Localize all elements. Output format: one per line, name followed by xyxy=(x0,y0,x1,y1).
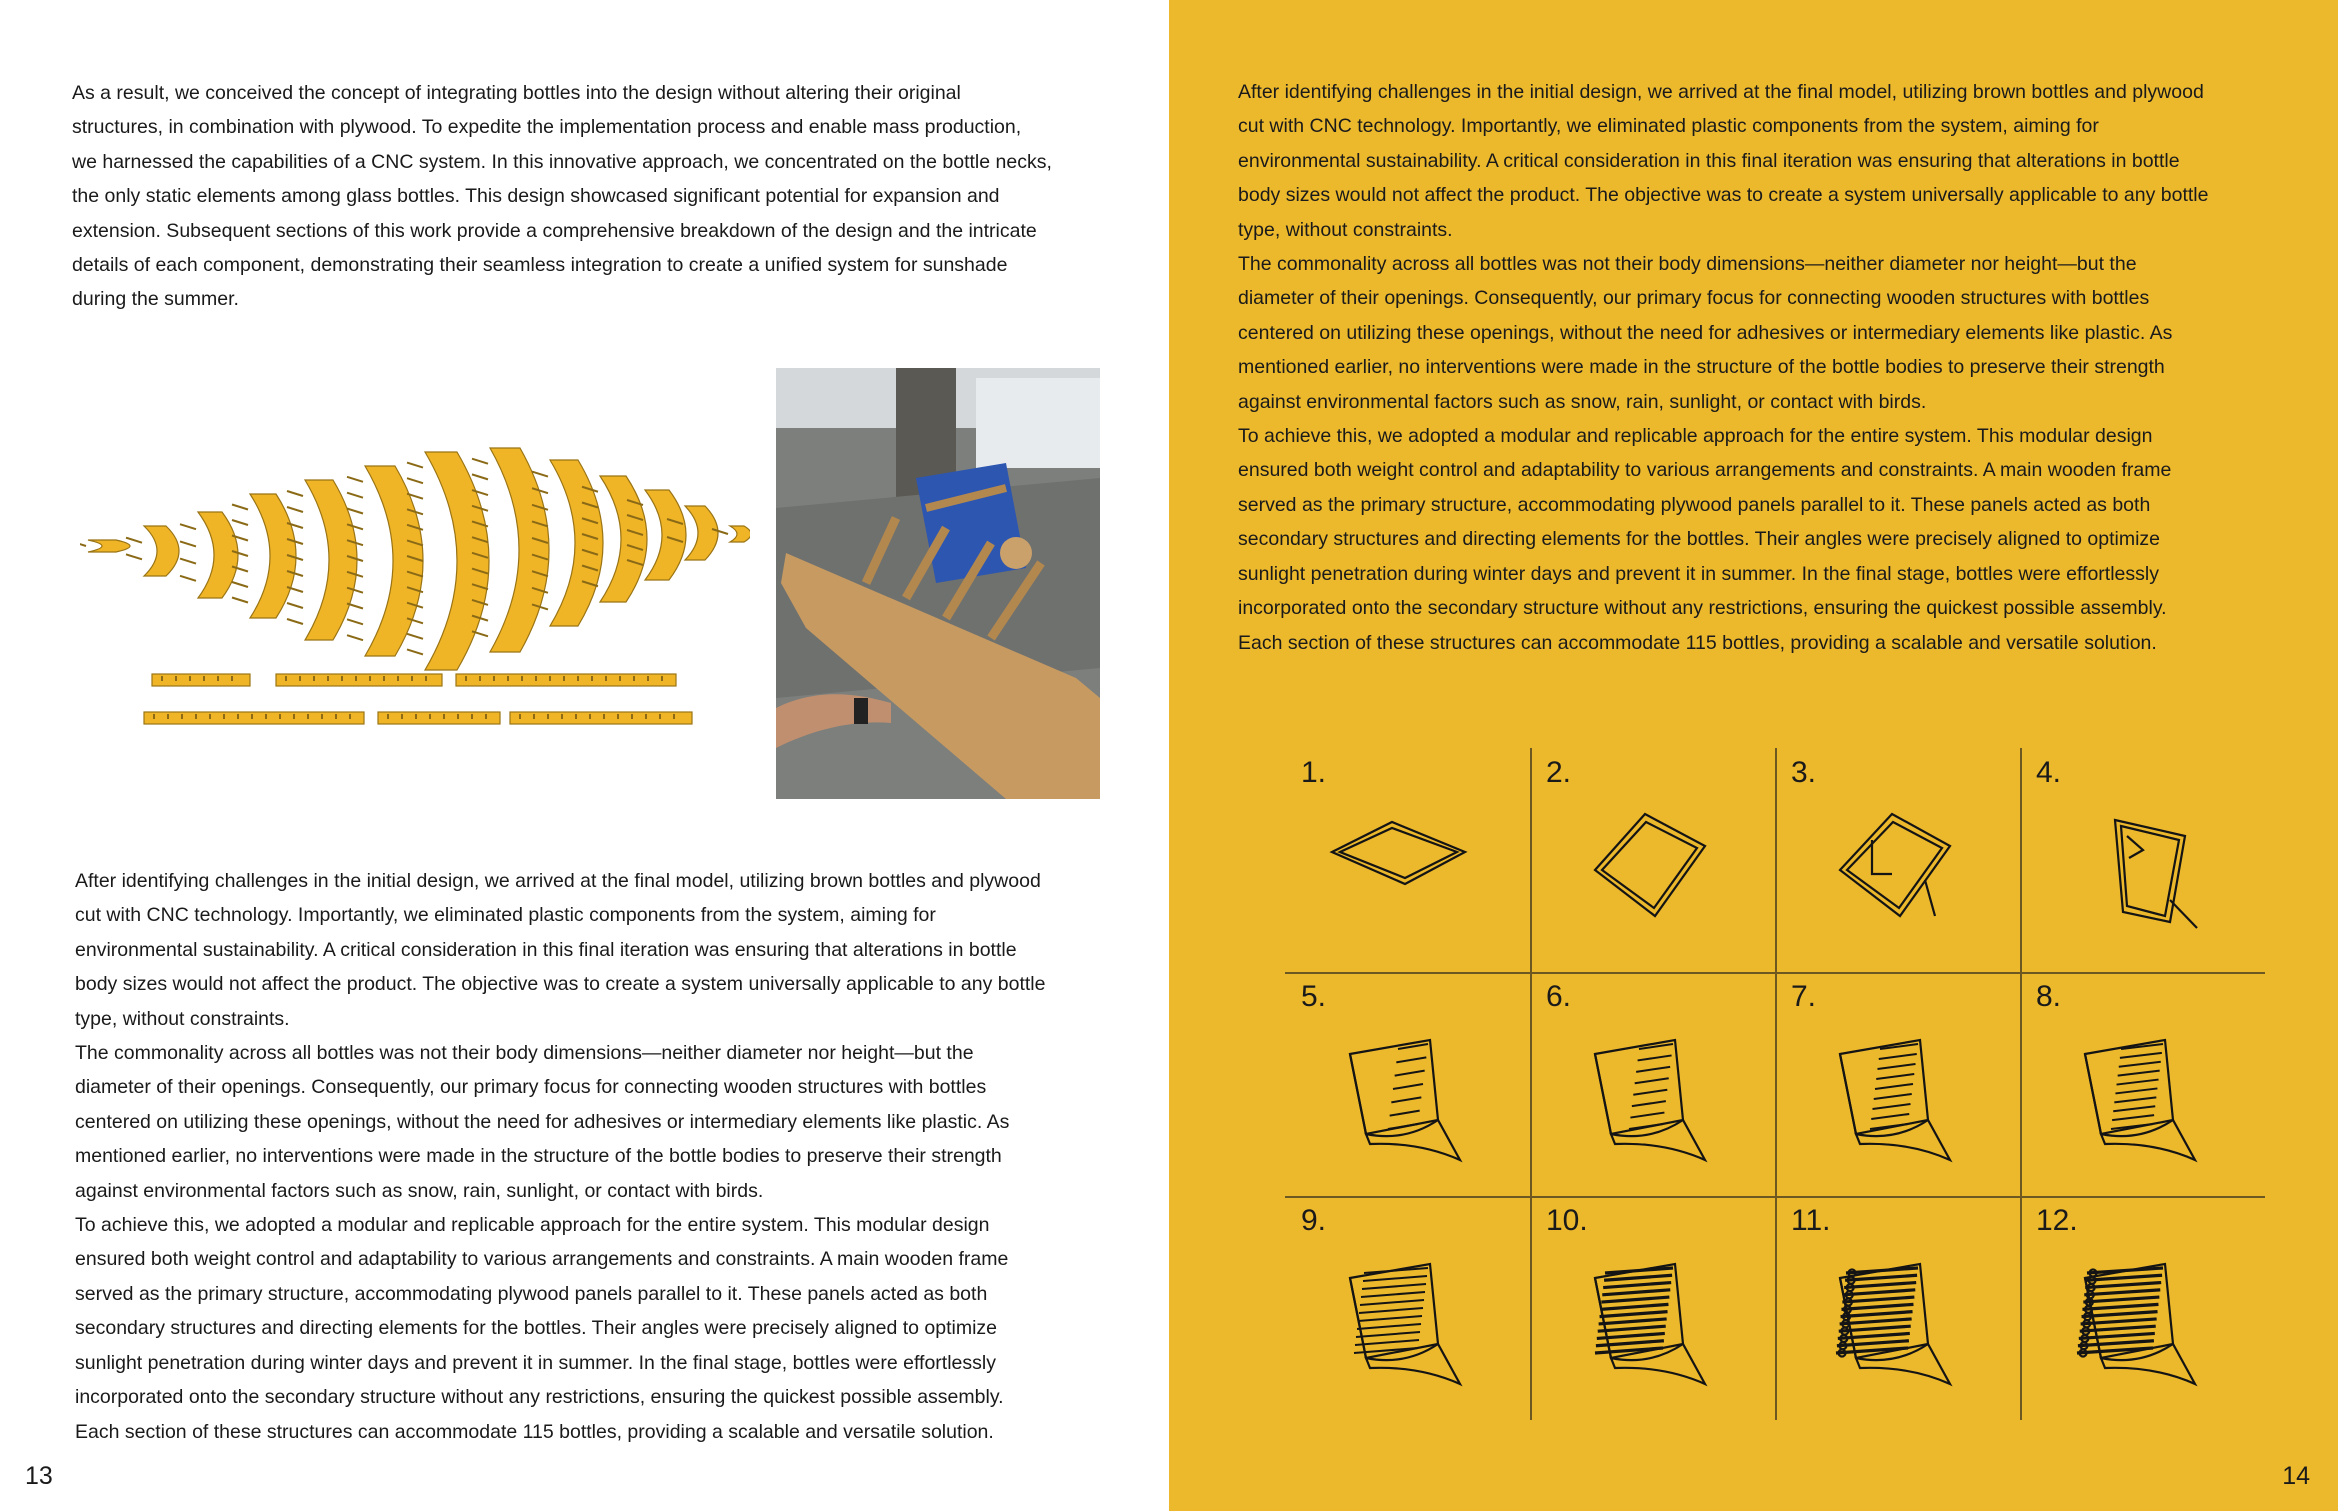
step-number: 8. xyxy=(2036,980,2062,1013)
bottle-peg xyxy=(472,459,488,464)
plywood-rib xyxy=(685,506,718,560)
text-line: details of each component, demonstrating their seamless integration to create a unified system for sunshade xyxy=(72,254,1008,277)
text-line: environmental sustainability. A critical consideration in this final iteration was ensuring that alterations in bottle xyxy=(75,938,1017,961)
bottle-peg xyxy=(180,524,196,529)
text-line: To achieve this, we adopted a modular and replicable approach for the entire system. This modular design xyxy=(1238,425,2153,448)
step-number: 1. xyxy=(1301,756,1327,789)
bottle-peg xyxy=(180,541,196,546)
bottle-peg xyxy=(180,559,196,564)
assembly-step-7 xyxy=(1775,972,2020,1196)
text-line: secondary structures and directing elements for the bottles. Their angles were precisely aligned to optimize xyxy=(1238,528,2161,551)
bottle-peg xyxy=(126,554,142,559)
step-diagram xyxy=(1555,800,1755,960)
plywood-rib xyxy=(550,460,603,626)
bottle-peg xyxy=(472,474,488,479)
step-diagram xyxy=(1310,1248,1510,1408)
frame-strip xyxy=(378,712,500,724)
text-line: incorporated onto the secondary structure without any restrictions, ensuring the quickest possible assembly. xyxy=(1238,597,2167,620)
text-line: against environmental factors such as snow, rain, sunlight, or contact with birds. xyxy=(75,1179,764,1202)
body-paragraph xyxy=(1238,75,2278,660)
assembly-step-6 xyxy=(1530,972,1775,1196)
plywood-rib xyxy=(600,476,647,602)
text-line: sunlight penetration during winter days and prevent it in summer. In the final stage, bottles were effortlessly xyxy=(1238,562,2159,585)
text-line: mentioned earlier, no interventions were made in the structure of the bottle bodies to preserve their strength xyxy=(75,1145,1002,1168)
assembly-step-3 xyxy=(1775,748,2020,972)
bottle-peg xyxy=(407,478,423,483)
text-line: Each section of these structures can accommodate 115 bottles, providing a scalable and versatile solution. xyxy=(75,1420,994,1443)
text-line: served as the primary structure, accommodating plywood panels parallel to it. These panels acted as both xyxy=(1238,493,2151,516)
text-line: As a result, we conceived the concept of integrating bottles into the design without altering their original xyxy=(72,82,961,104)
bottle-peg xyxy=(347,635,363,640)
text-line: After identifying challenges in the initial design, we arrived at the final model, utilizing brown bottles and plywood xyxy=(1238,81,2204,103)
bottle-peg xyxy=(232,520,248,525)
bottle-peg xyxy=(80,541,86,546)
step-number: 11. xyxy=(1791,1204,1831,1237)
plywood-rib xyxy=(365,466,423,656)
text-line: diameter of their openings. Consequently, our primary focus for connecting wooden structures with bottles xyxy=(75,1076,987,1099)
step-number: 7. xyxy=(1791,980,1817,1013)
plywood-rib xyxy=(88,540,130,552)
assembly-step-2 xyxy=(1530,748,1775,972)
bottle-peg xyxy=(407,634,423,639)
step-diagram xyxy=(1310,800,1510,960)
text-line: ensured both weight control and adaptability to various arrangements and constraints. A main wooden frame xyxy=(75,1248,1009,1271)
assembly-step-11 xyxy=(1775,1196,2020,1420)
body-paragraph xyxy=(75,864,1115,1449)
page-number: 14 xyxy=(2282,1462,2310,1490)
assembly-step-5 xyxy=(1285,972,1530,1196)
text-line: during the summer. xyxy=(72,288,239,311)
step-number: 10. xyxy=(1546,1204,1588,1237)
assembly-step-10 xyxy=(1530,1196,1775,1420)
text-line: extension. Subsequent sections of this work provide a comprehensive breakdown of the design and the intricate xyxy=(72,219,1037,242)
text-line: cut with CNC technology. Importantly, we eliminated plastic components from the system, aiming for xyxy=(75,904,936,927)
frame-strip xyxy=(144,712,364,724)
text-line: environmental sustainability. A critical consideration in this final iteration was ensuring that alterations in bottle xyxy=(1238,149,2180,172)
intro-paragraph xyxy=(72,76,1112,317)
plywood-rib xyxy=(730,526,750,542)
bottle-peg xyxy=(232,582,248,587)
page-number: 13 xyxy=(25,1462,53,1490)
step-number: 12. xyxy=(2036,1204,2078,1237)
text-line: mentioned earlier, no interventions were made in the structure of the bottle bodies to preserve their strength xyxy=(1238,356,2165,379)
text-line: diameter of their openings. Consequently, our primary focus for connecting wooden structures with bottles xyxy=(1238,287,2150,310)
frame-strip xyxy=(456,674,676,686)
right-page xyxy=(1169,0,2338,1511)
bottle-peg xyxy=(126,538,142,543)
text-line: cut with CNC technology. Importantly, we eliminated plastic components from the system, aiming for xyxy=(1238,115,2099,138)
step-diagram xyxy=(1310,1024,1510,1184)
workshop-photo xyxy=(776,368,1100,799)
text-line: incorporated onto the secondary structure without any restrictions, ensuring the quickest possible assembly. xyxy=(75,1386,1004,1409)
plywood-rib xyxy=(305,480,357,640)
step-diagram xyxy=(2045,1248,2245,1408)
step-number: 9. xyxy=(1301,1204,1327,1237)
bottle-peg xyxy=(347,619,363,624)
step-diagram xyxy=(1800,800,2000,960)
cnc-cutting-layout-drawing xyxy=(80,430,750,730)
assembly-steps-grid xyxy=(1285,748,2265,1420)
step-number: 4. xyxy=(2036,756,2062,789)
bottle-peg xyxy=(347,477,363,482)
plywood-rib xyxy=(198,512,238,598)
bottle-peg xyxy=(287,619,303,624)
assembly-step-12 xyxy=(2020,1196,2265,1420)
bottle-peg xyxy=(287,507,303,512)
step-diagram xyxy=(1800,1024,2000,1184)
step-number: 3. xyxy=(1791,756,1817,789)
assembly-step-4 xyxy=(2020,748,2265,972)
text-line: type, without constraints. xyxy=(1238,218,1453,241)
text-line: Each section of these structures can accommodate 115 bottles, providing a scalable and versatile solution. xyxy=(1238,631,2157,654)
text-line: sunlight penetration during winter days and prevent it in summer. In the final stage, bottles were effortlessly xyxy=(75,1351,996,1374)
bottle-peg xyxy=(532,472,548,477)
text-line: body sizes would not affect the product. The objective was to create a system universally applicable to any bottle xyxy=(75,973,1046,996)
bottle-peg xyxy=(407,649,423,654)
text-line: After identifying challenges in the initial design, we arrived at the final model, utilizing brown bottles and plywood xyxy=(75,870,1041,892)
bottle-peg xyxy=(232,505,248,510)
text-line: structures, in combination with plywood. To expedite the implementation process and enable mass production, xyxy=(72,116,1022,139)
text-line: The commonality across all bottles was not their body dimensions—neither diameter nor height—but the xyxy=(75,1042,974,1065)
bottle-peg xyxy=(287,603,303,608)
step-diagram xyxy=(1555,1024,1755,1184)
text-line: secondary structures and directing elements for the bottles. Their angles were precisely aligned to optimize xyxy=(75,1317,998,1340)
step-number: 5. xyxy=(1301,980,1327,1013)
bottle-peg xyxy=(347,493,363,498)
assembly-step-9 xyxy=(1285,1196,1530,1420)
text-line: centered on utilizing these openings, without the need for adhesives or intermediary elements like plastic. As xyxy=(75,1110,1010,1133)
text-line: body sizes would not affect the product. The objective was to create a system universally applicable to any bottle xyxy=(1238,184,2209,207)
step-diagram xyxy=(2045,1024,2245,1184)
bottle-peg xyxy=(347,509,363,514)
text-line: against environmental factors such as snow, rain, sunlight, or contact with birds. xyxy=(1238,390,1927,413)
frame-strip xyxy=(510,712,692,724)
text-line: The commonality across all bottles was not their body dimensions—neither diameter nor height—but the xyxy=(1238,253,2137,276)
text-line: To achieve this, we adopted a modular and replicable approach for the entire system. This modular design xyxy=(75,1214,990,1237)
step-diagram xyxy=(1800,1248,2000,1408)
bottle-peg xyxy=(180,576,196,581)
plywood-rib xyxy=(645,490,686,580)
bottle-peg xyxy=(407,463,423,468)
text-line: served as the primary structure, accommodating plywood panels parallel to it. These panels acted as both xyxy=(75,1282,988,1305)
assembly-step-8 xyxy=(2020,972,2265,1196)
frame-strip xyxy=(152,674,250,686)
text-line: type, without constraints. xyxy=(75,1007,290,1030)
text-line: ensured both weight control and adaptability to various arrangements and constraints. A main wooden frame xyxy=(1238,459,2172,482)
bottle-peg xyxy=(232,598,248,603)
step-diagram xyxy=(1555,1248,1755,1408)
step-number: 6. xyxy=(1546,980,1572,1013)
step-diagram xyxy=(2045,800,2245,960)
bottle-peg xyxy=(287,491,303,496)
plywood-rib xyxy=(490,448,549,652)
frame-strip xyxy=(276,674,442,686)
plywood-rib xyxy=(144,526,179,576)
step-number: 2. xyxy=(1546,756,1572,789)
text-line: the only static elements among glass bottles. This design showcased significant potential for expansion and xyxy=(72,185,1000,208)
plywood-rib xyxy=(425,452,489,670)
assembly-step-1 xyxy=(1285,748,1530,972)
text-line: centered on utilizing these openings, without the need for adhesives or intermediary elements like plastic. As xyxy=(1238,321,2173,344)
text-line: we harnessed the capabilities of a CNC system. In this innovative approach, we concentrated on the bottle necks, xyxy=(72,150,1052,173)
